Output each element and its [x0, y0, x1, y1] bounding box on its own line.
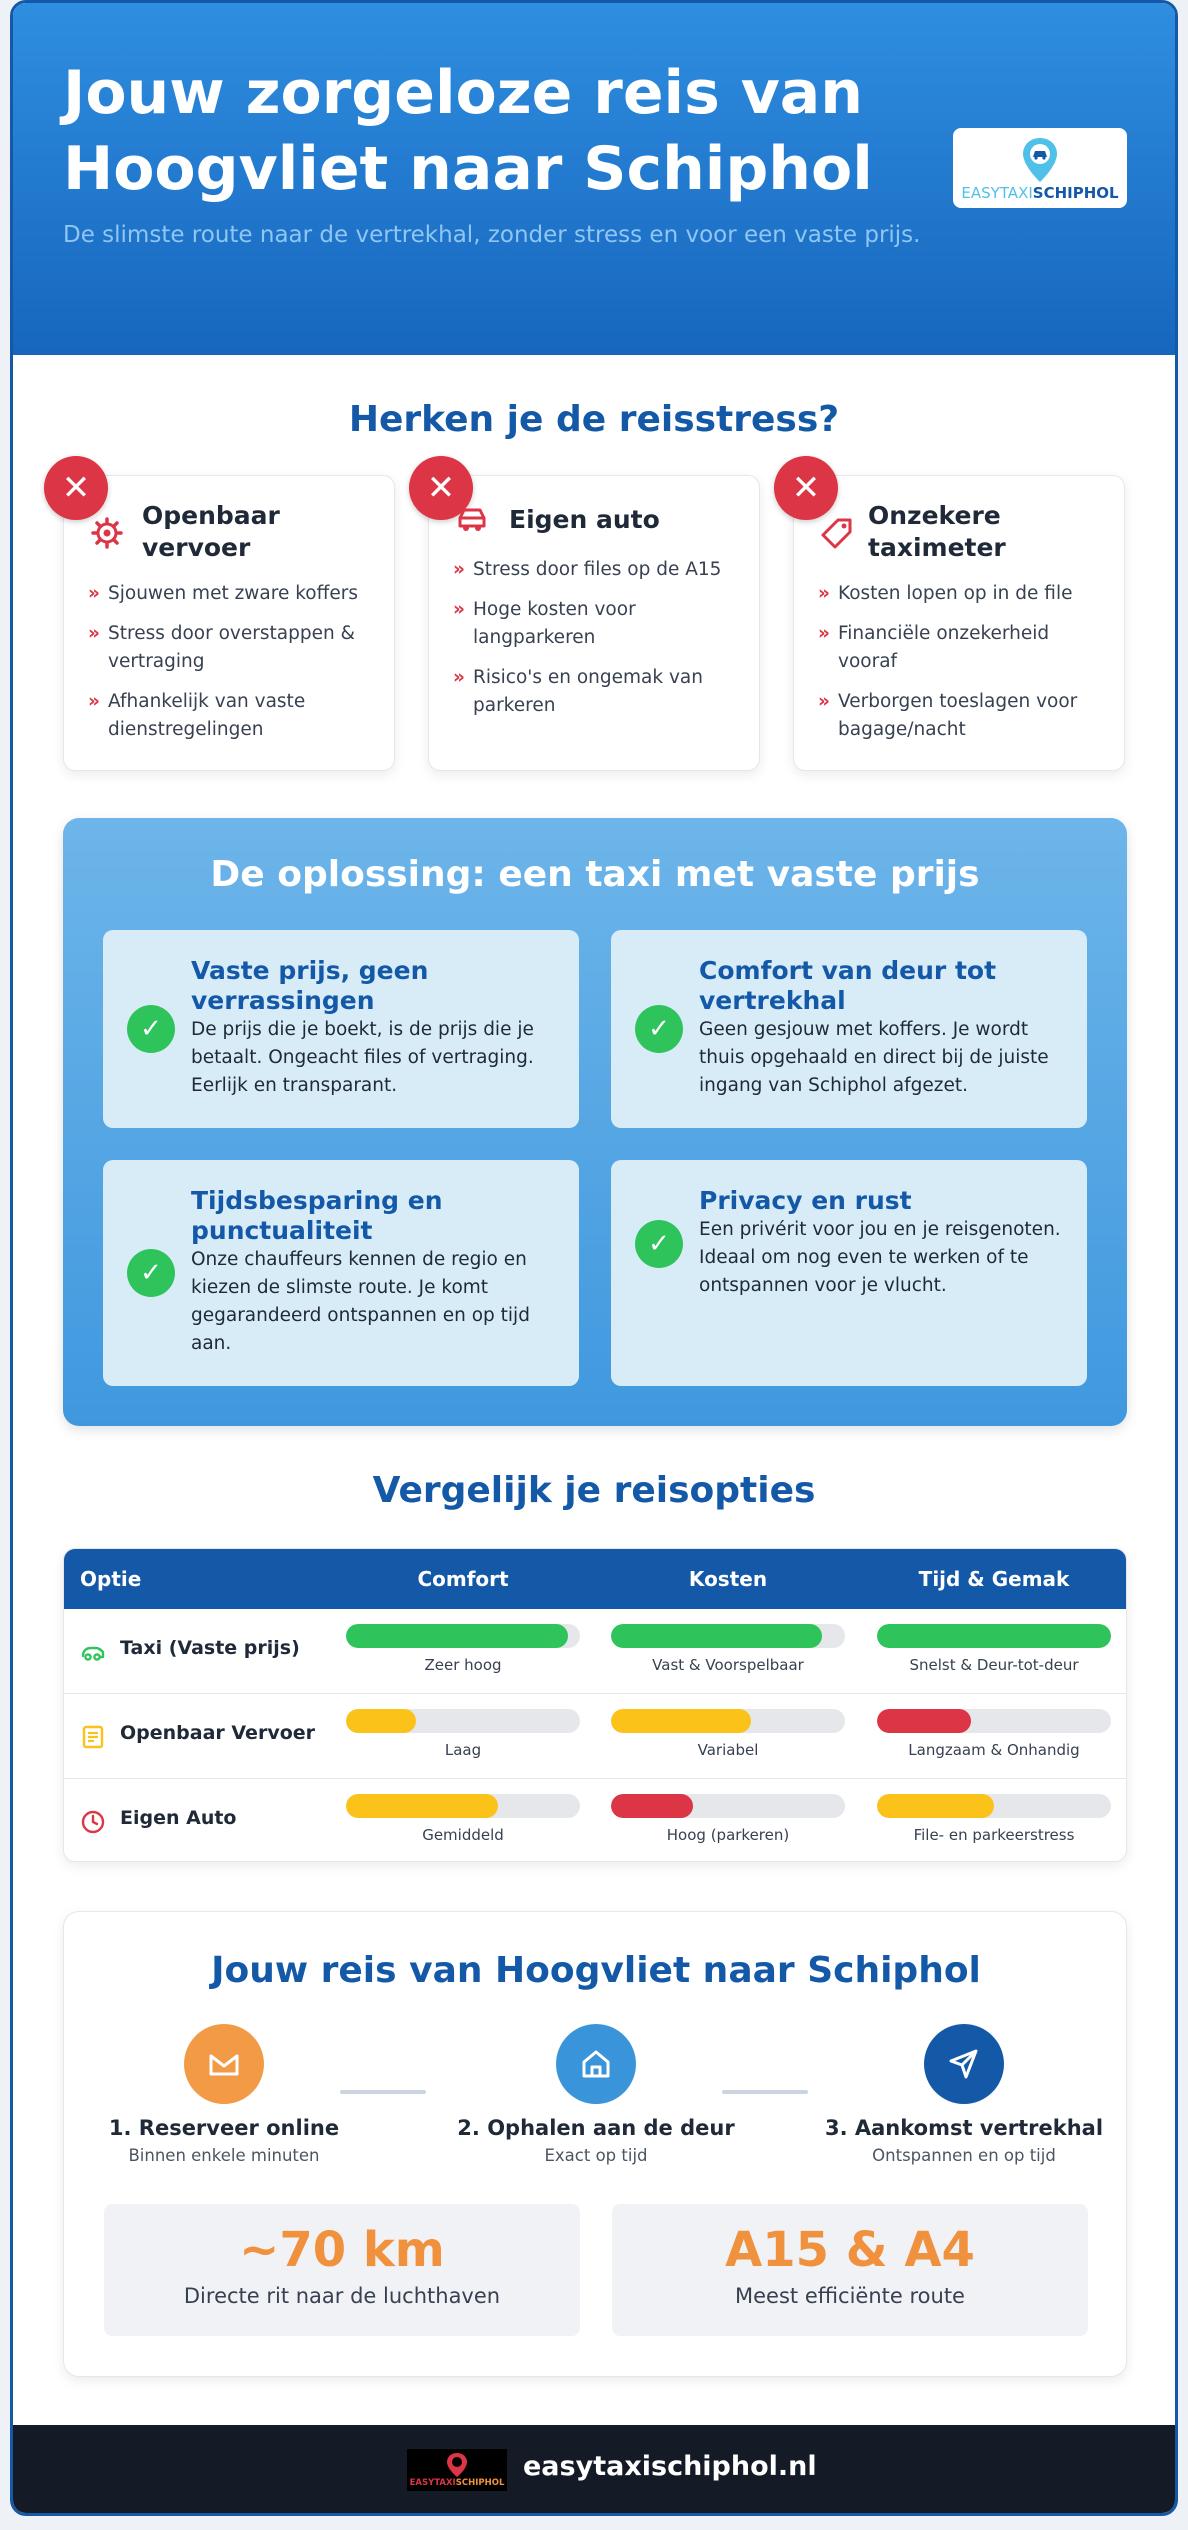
- stat-label: Directe rit naar de luchthaven: [183, 2284, 501, 2308]
- rating-bar: [346, 1624, 580, 1648]
- close-icon: ✕: [409, 456, 473, 520]
- header: [13, 3, 1175, 355]
- solution-card-text: De prijs die je boekt, is de prijs die je betaalt. Ongeacht files of vertraging. Eerlijk en transparant.: [191, 1019, 534, 1096]
- step-connector: [722, 2090, 808, 2094]
- rating-label: Laag: [444, 1741, 482, 1759]
- rating-cell: [877, 1709, 1111, 1759]
- plane-icon: [946, 2046, 982, 2082]
- clock-icon: [80, 1809, 106, 1835]
- stat-route: [612, 2204, 1088, 2336]
- journey-step: [64, 2024, 384, 2165]
- rating-bar-fill: [346, 1709, 416, 1733]
- car-icon: [80, 1639, 106, 1665]
- solution-card: [611, 930, 1087, 1128]
- location-pin-icon: [445, 2452, 469, 2478]
- rating-bar: [611, 1709, 845, 1733]
- close-icon: ✕: [774, 456, 838, 520]
- problem-list: [88, 580, 378, 756]
- step-title: 3. Aankomst vertrekhal: [824, 2116, 1104, 2140]
- list-item: » Kosten lopen op in de file: [818, 580, 1108, 608]
- close-icon: ✕: [44, 456, 108, 520]
- problem-card-title: Eigen auto: [509, 505, 660, 534]
- list-item: » Risico's en ongemak van parkeren: [453, 664, 743, 720]
- list-item: » Hoge kosten voor langparkeren: [453, 596, 743, 652]
- problem-card-title: Openbaar vervoer: [142, 501, 280, 562]
- envelope-icon: [206, 2046, 242, 2082]
- rating-bar: [877, 1794, 1111, 1818]
- solution-card-text: Geen gesjouw met koffers. Je wordt thuis opgehaald en direct bij de juiste ingang van Schiphol afgezet.: [699, 1019, 1049, 1096]
- problem-list: [453, 556, 743, 732]
- document-icon: [80, 1724, 106, 1750]
- solution-card-title: Privacy en rust: [699, 1186, 912, 1215]
- infographic: [10, 0, 1178, 2516]
- problem-card-public-transport: [61, 468, 395, 771]
- table-row: [64, 1609, 1127, 1694]
- rating-bar: [611, 1624, 845, 1648]
- list-item: » Stress door overstappen & vertraging: [88, 620, 378, 676]
- journey-panel: [63, 1911, 1127, 2377]
- comparison-title: Vergelijk je reisopties: [372, 1470, 816, 1511]
- rating-label: Langzaam & Onhandig: [908, 1741, 1080, 1759]
- rating-bar: [346, 1794, 580, 1818]
- brand-logo: [953, 128, 1127, 208]
- stat-distance: [104, 2204, 580, 2336]
- rating-cell: [877, 1624, 1111, 1674]
- row-label: Openbaar Vervoer: [120, 1722, 316, 1744]
- rating-bar-fill: [346, 1794, 498, 1818]
- problems-title: Herken je de reisstress?: [348, 399, 840, 440]
- rating-bar: [611, 1794, 845, 1818]
- footer: [13, 2425, 1175, 2516]
- step-circle: [184, 2024, 264, 2104]
- column-header: Comfort: [417, 1567, 509, 1591]
- table-row: [64, 1694, 1127, 1779]
- solution-card-text: Onze chauffeurs kennen de regio en kiezen de slimste route. Je komt gegarandeerd ontspannen en op tijd aan.: [191, 1249, 530, 1354]
- rating-bar-fill: [877, 1709, 971, 1733]
- rating-bar: [346, 1709, 580, 1733]
- step-circle: [924, 2024, 1004, 2104]
- step-subtitle: Binnen enkele minuten: [128, 2146, 320, 2165]
- rating-label: Variabel: [697, 1741, 759, 1759]
- problem-card-own-car: [426, 468, 760, 771]
- solution-card: [103, 930, 579, 1128]
- rating-bar: [877, 1709, 1111, 1733]
- rating-bar-fill: [877, 1794, 994, 1818]
- rating-cell: [611, 1709, 845, 1759]
- check-icon: ✓: [127, 1005, 175, 1053]
- rating-bar-fill: [611, 1709, 751, 1733]
- footer-logo-text: EASYTAXISCHIPHOL: [409, 2478, 505, 2488]
- list-item: » Stress door files op de A15: [453, 556, 743, 584]
- table-row: [64, 1779, 1127, 1862]
- journey-step: [436, 2024, 756, 2165]
- solution-card: [611, 1160, 1087, 1386]
- location-pin-icon: [1020, 136, 1060, 184]
- stat-label: Meest efficiënte route: [735, 2284, 965, 2308]
- check-icon: ✓: [635, 1220, 683, 1268]
- check-icon: ✓: [127, 1249, 175, 1297]
- list-item: » Afhankelijk van vaste dienstregelingen: [88, 688, 378, 744]
- rating-cell: [346, 1709, 580, 1759]
- rating-bar-fill: [611, 1624, 822, 1648]
- row-label: Taxi (Vaste prijs): [120, 1637, 300, 1659]
- home-icon: [578, 2046, 614, 2082]
- rating-label: Hoog (parkeren): [666, 1826, 790, 1844]
- rating-cell: [346, 1624, 580, 1674]
- rating-label: File- en parkeerstress: [913, 1826, 1075, 1844]
- step-title: 1. Reserveer online: [108, 2116, 340, 2140]
- list-item: » Verborgen toeslagen voor bagage/nacht: [818, 688, 1108, 744]
- journey-title: Jouw reis van Hoogvliet naar Schiphol: [211, 1950, 981, 1991]
- table-header: [64, 1549, 1127, 1609]
- rating-label: Vast & Voorspelbaar: [652, 1656, 804, 1674]
- step-title: 2. Ophalen aan de deur: [457, 2116, 735, 2140]
- column-header: Tijd & Gemak: [918, 1567, 1070, 1591]
- rating-bar: [877, 1624, 1111, 1648]
- list-item: » Financiële onzekerheid vooraf: [818, 620, 1108, 676]
- rating-cell: [877, 1794, 1111, 1844]
- solution-panel: [63, 818, 1127, 1426]
- problem-card-title: Onzekere taximeter: [868, 501, 1006, 562]
- page-subtitle: De slimste route naar de vertrekhal, zonder stress en voor een vaste prijs.: [63, 222, 921, 248]
- solution-card-title: Comfort van deur tot vertrekhal: [699, 956, 997, 1015]
- column-header: Optie: [80, 1567, 142, 1591]
- rating-label: Zeer hoog: [424, 1656, 502, 1674]
- solution-card-title: Vaste prijs, geen verrassingen: [191, 956, 429, 1015]
- rating-bar-fill: [877, 1624, 1111, 1648]
- row-label: Eigen Auto: [120, 1807, 237, 1829]
- step-connector: [340, 2090, 426, 2094]
- stat-value: A15 & A4: [725, 2222, 975, 2278]
- car-icon: [455, 502, 489, 536]
- rating-cell: [346, 1794, 580, 1844]
- step-subtitle: Exact op tijd: [544, 2146, 648, 2165]
- gear-icon: [90, 516, 124, 550]
- tag-icon: [820, 516, 854, 550]
- rating-cell: [611, 1794, 845, 1844]
- solution-card-text: Een privérit voor jou en je reisgenoten. Ideaal om nog even te werken of te ontspannen voor je vlucht.: [699, 1219, 1061, 1296]
- problem-card-taximeter: [791, 468, 1125, 771]
- page-title: Jouw zorgeloze reis van Hoogvliet naar Schiphol: [63, 58, 873, 204]
- step-circle: [556, 2024, 636, 2104]
- footer-logo: [407, 2449, 507, 2491]
- list-item: » Sjouwen met zware koffers: [88, 580, 378, 608]
- rating-label: Gemiddeld: [422, 1826, 504, 1844]
- rating-label: Snelst & Deur-tot-deur: [909, 1656, 1079, 1674]
- journey-step: [804, 2024, 1124, 2165]
- stat-value: ~70 km: [239, 2222, 445, 2278]
- comparison-table: [63, 1548, 1127, 1862]
- rating-cell: [611, 1624, 845, 1674]
- solution-card-title: Tijdsbesparing en punctualiteit: [191, 1186, 443, 1245]
- website-link[interactable]: easytaxischiphol.nl: [523, 2451, 817, 2482]
- solution-title: De oplossing: een taxi met vaste prijs: [210, 854, 980, 895]
- check-icon: ✓: [635, 1005, 683, 1053]
- rating-bar-fill: [346, 1624, 568, 1648]
- solution-card: [103, 1160, 579, 1386]
- brand-logo-text: EASYTAXISCHIPHOL: [961, 184, 1119, 202]
- problem-list: [818, 580, 1108, 756]
- column-header: Kosten: [688, 1567, 768, 1591]
- rating-bar-fill: [611, 1794, 693, 1818]
- step-subtitle: Ontspannen en op tijd: [872, 2146, 1056, 2165]
